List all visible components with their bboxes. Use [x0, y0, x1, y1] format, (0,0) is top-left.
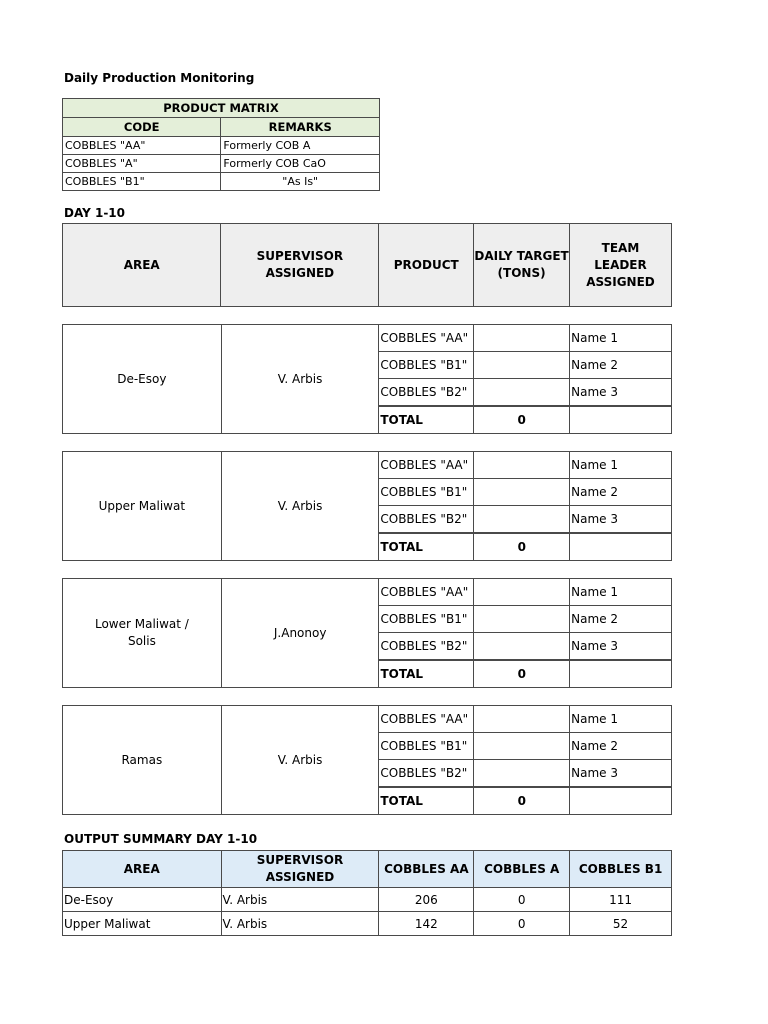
leader-cell: Name 1 [570, 579, 672, 606]
summary-cobbles-aa-header: COBBLES AA [379, 851, 474, 888]
target-cell[interactable] [474, 506, 570, 534]
summary-supervisor-cell: V. Arbis [221, 912, 379, 936]
code-cell: COBBLES "A" [63, 155, 221, 173]
target-cell[interactable] [474, 760, 570, 788]
summary-area-cell: De-Esoy [63, 888, 222, 912]
empty-cell [570, 787, 672, 815]
remarks-cell: Formerly COB CaO [221, 155, 380, 173]
summary-cobbles-a-cell: 0 [474, 912, 570, 936]
supervisor-cell: V. Arbis [221, 325, 379, 434]
output-summary-table [62, 850, 672, 936]
area-block-lower-maliwat-solis [62, 578, 672, 688]
leader-cell: Name 2 [570, 606, 672, 633]
empty-cell [570, 406, 672, 434]
area-block-de-esoy [62, 324, 672, 434]
product-cell: COBBLES "B1" [379, 352, 474, 379]
leader-cell: Name 2 [570, 352, 672, 379]
target-column-header: DAILY TARGET (TONS) [474, 224, 570, 307]
area-block-ramas [62, 705, 672, 815]
total-value: 0 [474, 660, 570, 688]
product-cell: COBBLES "AA" [379, 579, 474, 606]
summary-cobbles-aa-cell: 206 [379, 888, 474, 912]
summary-title: OUTPUT SUMMARY DAY 1-10 [64, 832, 258, 846]
supervisor-cell: V. Arbis [221, 706, 379, 815]
product-cell: COBBLES "B2" [379, 379, 474, 407]
product-cell: COBBLES "B1" [379, 606, 474, 633]
leader-cell: Name 1 [570, 325, 672, 352]
day-header-table [62, 223, 672, 307]
product-cell: COBBLES "AA" [379, 452, 474, 479]
table-row [63, 173, 380, 191]
remarks-cell: "As Is" [221, 173, 380, 191]
product-cell: COBBLES "B1" [379, 479, 474, 506]
target-cell[interactable] [474, 352, 570, 379]
code-cell: COBBLES "B1" [63, 173, 221, 191]
empty-cell [570, 660, 672, 688]
target-cell[interactable] [474, 733, 570, 760]
product-matrix-table [62, 98, 380, 191]
summary-cobbles-aa-cell: 142 [379, 912, 474, 936]
target-cell[interactable] [474, 606, 570, 633]
summary-cobbles-a-cell: 0 [474, 888, 570, 912]
supervisor-cell: V. Arbis [221, 452, 379, 561]
leader-cell: Name 3 [570, 506, 672, 534]
leader-cell: Name 2 [570, 733, 672, 760]
leader-cell: Name 1 [570, 452, 672, 479]
summary-cobbles-a-header: COBBLES A [474, 851, 570, 888]
target-cell[interactable] [474, 579, 570, 606]
summary-cobbles-b1-header: COBBLES B1 [570, 851, 672, 888]
area-block-upper-maliwat [62, 451, 672, 561]
table-row [63, 155, 380, 173]
summary-area-cell: Upper Maliwat [63, 912, 222, 936]
product-matrix-header: PRODUCT MATRIX [63, 99, 380, 118]
area-cell: Ramas [63, 706, 222, 815]
target-cell[interactable] [474, 379, 570, 407]
summary-supervisor-cell: V. Arbis [221, 888, 379, 912]
empty-cell [570, 533, 672, 561]
product-cell: COBBLES "B2" [379, 760, 474, 788]
target-cell[interactable] [474, 325, 570, 352]
area-cell: Upper Maliwat [63, 452, 222, 561]
leader-cell: Name 2 [570, 479, 672, 506]
area-column-header: AREA [63, 224, 221, 307]
code-column-header: CODE [63, 118, 221, 137]
total-value: 0 [474, 406, 570, 434]
total-value: 0 [474, 533, 570, 561]
page-title: Daily Production Monitoring [64, 71, 255, 85]
target-cell[interactable] [474, 479, 570, 506]
total-label: TOTAL [379, 660, 474, 688]
total-label: TOTAL [379, 406, 474, 434]
summary-supervisor-header: SUPERVISOR ASSIGNED [221, 851, 379, 888]
supervisor-column-header: SUPERVISOR ASSIGNED [221, 224, 379, 307]
leader-cell: Name 3 [570, 760, 672, 788]
summary-cobbles-b1-cell: 111 [570, 888, 672, 912]
table-row [63, 888, 672, 912]
area-cell: De-Esoy [63, 325, 222, 434]
target-cell[interactable] [474, 633, 570, 661]
leader-cell: Name 1 [570, 706, 672, 733]
summary-area-header: AREA [63, 851, 222, 888]
product-cell: COBBLES "AA" [379, 325, 474, 352]
table-row [63, 912, 672, 936]
total-label: TOTAL [379, 787, 474, 815]
leader-cell: Name 3 [570, 379, 672, 407]
product-cell: COBBLES "B2" [379, 633, 474, 661]
table-row [63, 137, 380, 155]
total-label: TOTAL [379, 533, 474, 561]
target-cell[interactable] [474, 452, 570, 479]
product-column-header: PRODUCT [379, 224, 474, 307]
area-cell: Lower Maliwat / Solis [63, 579, 222, 688]
target-cell[interactable] [474, 706, 570, 733]
supervisor-cell: J.Anonoy [221, 579, 379, 688]
code-cell: COBBLES "AA" [63, 137, 221, 155]
summary-cobbles-b1-cell: 52 [570, 912, 672, 936]
product-cell: COBBLES "AA" [379, 706, 474, 733]
leader-cell: Name 3 [570, 633, 672, 661]
remarks-column-header: REMARKS [221, 118, 380, 137]
remarks-cell: Formerly COB A [221, 137, 380, 155]
total-value: 0 [474, 787, 570, 815]
day-section-title: DAY 1-10 [64, 206, 125, 220]
product-cell: COBBLES "B1" [379, 733, 474, 760]
product-cell: COBBLES "B2" [379, 506, 474, 534]
leader-column-header: TEAM LEADER ASSIGNED [569, 224, 671, 307]
